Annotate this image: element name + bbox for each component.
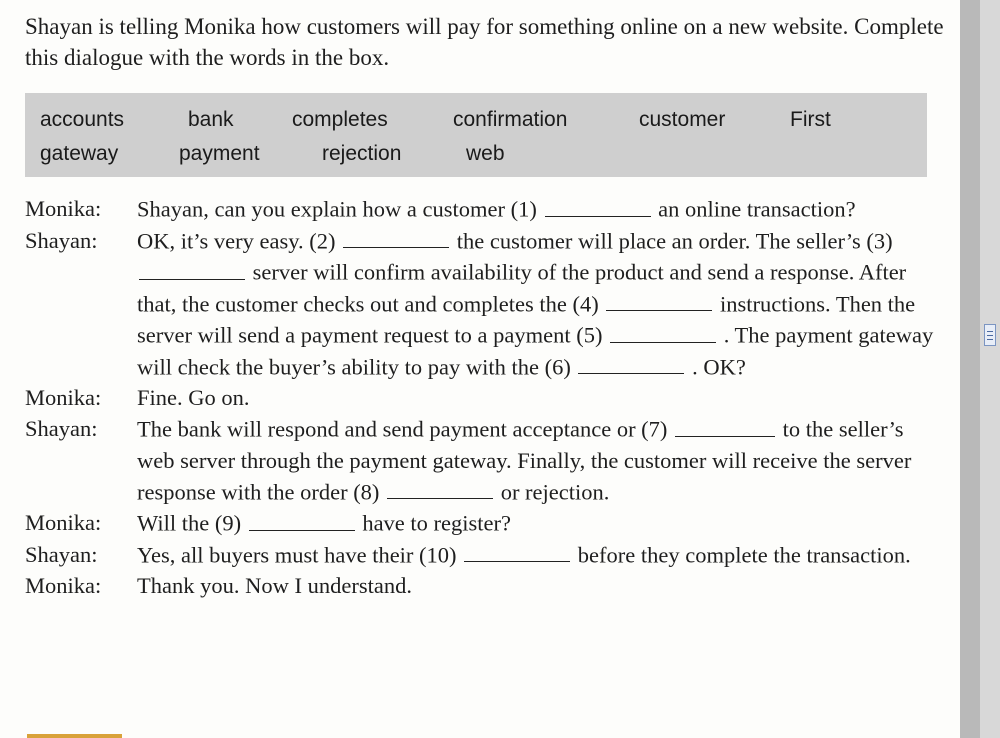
answer-blank-7[interactable] xyxy=(675,413,775,437)
speech-part: an online transaction? xyxy=(658,196,856,222)
dialogue-turn xyxy=(25,225,935,383)
vertical-scrollbar[interactable] xyxy=(960,0,1000,738)
speech-part: Fine. Go on. xyxy=(137,385,250,410)
word-box-item: rejection xyxy=(322,142,402,165)
speech-part: . The payment gateway will check the buyer’s ability to pay with the (6) xyxy=(137,322,934,379)
speech-part: Yes, all buyers must have their (10) xyxy=(137,542,457,567)
grip-line-icon xyxy=(987,331,993,332)
speaker-name: Monika: xyxy=(25,573,102,598)
word-box-item: First xyxy=(790,108,831,131)
word-box-item: confirmation xyxy=(453,108,568,131)
answer-blank-8[interactable] xyxy=(387,476,493,500)
speaker-name: Monika: xyxy=(25,385,102,410)
speech-text xyxy=(137,539,935,571)
speech-part: or rejection. xyxy=(500,479,610,504)
exercise-instructions: Shayan is telling Monika how customers will pay for something online on a new website. Complete this dialogue with the words in the box. xyxy=(25,14,944,70)
grip-line-icon xyxy=(987,339,993,340)
answer-blank-3[interactable] xyxy=(139,256,245,280)
speaker-name: Shayan: xyxy=(25,541,98,567)
speaker-name: Shayan: xyxy=(25,416,98,441)
speech-part: the customer will place an order. The seller’s (3) xyxy=(456,228,893,253)
speech-part: before they complete the transaction. xyxy=(577,542,911,567)
answer-blank-2[interactable] xyxy=(343,225,449,249)
speech-text xyxy=(137,507,935,539)
speaker-name: Shayan: xyxy=(25,227,98,253)
speech-text xyxy=(137,225,935,383)
dialogue-turn xyxy=(25,382,935,413)
word-box-item: gateway xyxy=(40,142,119,165)
dialogue xyxy=(25,193,935,601)
answer-blank-10[interactable] xyxy=(464,539,570,563)
speech-part: instructions. Then the server will send a payment request to a payment (5) xyxy=(137,291,916,348)
word-box-item: web xyxy=(466,142,505,165)
speech-text xyxy=(137,413,935,507)
word-box-item: bank xyxy=(188,108,234,131)
speech-part: . OK? xyxy=(692,354,746,379)
speech-part: The bank will respond and send payment acceptance or (7) xyxy=(137,416,668,442)
answer-blank-4[interactable] xyxy=(606,288,712,312)
dialogue-turn xyxy=(25,193,935,225)
answer-blank-9[interactable] xyxy=(249,507,355,531)
speech-part: Thank you. Now I understand. xyxy=(137,573,412,598)
answer-blank-1[interactable] xyxy=(545,193,651,217)
speaker-name: Monika: xyxy=(25,510,102,535)
dialogue-turn xyxy=(25,507,935,539)
word-box-item: payment xyxy=(179,142,260,165)
scrollbar-track[interactable] xyxy=(960,0,980,738)
answer-blank-6[interactable] xyxy=(578,351,684,375)
answer-blank-5[interactable] xyxy=(610,319,716,343)
speech-text xyxy=(137,570,935,601)
word-box-item: customer xyxy=(639,108,726,131)
speech-part: to the seller’s web server through the payment gateway. Finally, the customer will receive the server response with the order (8) xyxy=(137,416,912,504)
speech-part: have to register? xyxy=(362,510,511,536)
grip-line-icon xyxy=(987,335,993,336)
speech-text xyxy=(137,193,935,225)
word-box-item: completes xyxy=(292,108,388,131)
speaker-name: Monika: xyxy=(25,196,102,221)
speech-part: OK, it’s very easy. (2) xyxy=(137,228,336,253)
dialogue-turn xyxy=(25,413,935,507)
speech-part: server will confirm availability of the product and send a response. After that, the customer checks out and completes the (4) xyxy=(137,259,907,316)
page-footer-tab xyxy=(27,734,122,738)
dialogue-turn xyxy=(25,570,935,601)
speech-part: Shayan, can you explain how a customer (1) xyxy=(137,196,537,222)
speech-text xyxy=(137,382,935,413)
speech-part: Will the (9) xyxy=(137,510,242,536)
word-box xyxy=(25,93,927,177)
dialogue-turn xyxy=(25,539,935,571)
scrollbar-thumb[interactable] xyxy=(984,324,996,346)
word-box-item: accounts xyxy=(40,108,125,131)
